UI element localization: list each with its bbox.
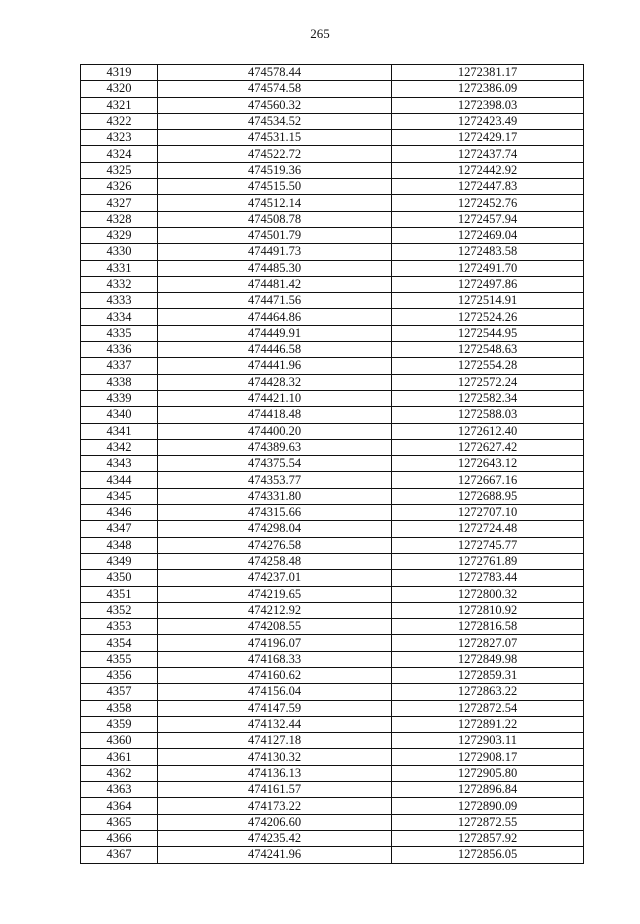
x-coordinate-cell: 474173.22 [158,798,392,814]
table-row [81,586,584,602]
y-coordinate-cell: 1272643.12 [392,456,584,472]
y-coordinate-cell: 1272572.24 [392,374,584,390]
y-coordinate-cell: 1272452.76 [392,195,584,211]
point-number-cell: 4330 [81,244,158,260]
x-coordinate-cell: 474508.78 [158,211,392,227]
x-coordinate-cell: 474127.18 [158,733,392,749]
table-row [81,472,584,488]
point-number-cell: 4334 [81,309,158,325]
table-row [81,847,584,863]
x-coordinate-cell: 474235.42 [158,830,392,846]
table-row [81,439,584,455]
x-coordinate-cell: 474132.44 [158,716,392,732]
y-coordinate-cell: 1272524.26 [392,309,584,325]
point-number-cell: 4345 [81,488,158,504]
y-coordinate-cell: 1272827.07 [392,635,584,651]
table-row [81,390,584,406]
x-coordinate-cell: 474449.91 [158,325,392,341]
x-coordinate-cell: 474258.48 [158,553,392,569]
x-coordinate-cell: 474446.58 [158,342,392,358]
y-coordinate-cell: 1272582.34 [392,390,584,406]
point-number-cell: 4346 [81,505,158,521]
x-coordinate-cell: 474276.58 [158,537,392,553]
y-coordinate-cell: 1272469.04 [392,227,584,243]
x-coordinate-cell: 474315.66 [158,505,392,521]
table-row [81,423,584,439]
x-coordinate-cell: 474400.20 [158,423,392,439]
point-number-cell: 4332 [81,276,158,292]
point-number-cell: 4361 [81,749,158,765]
x-coordinate-cell: 474421.10 [158,390,392,406]
point-number-cell: 4357 [81,684,158,700]
point-number-cell: 4352 [81,602,158,618]
x-coordinate-cell: 474491.73 [158,244,392,260]
x-coordinate-cell: 474515.50 [158,179,392,195]
point-number-cell: 4319 [81,65,158,81]
coordinates-table [80,64,584,864]
point-number-cell: 4338 [81,374,158,390]
point-number-cell: 4324 [81,146,158,162]
point-number-cell: 4325 [81,162,158,178]
point-number-cell: 4344 [81,472,158,488]
table-row [81,651,584,667]
y-coordinate-cell: 1272908.17 [392,749,584,765]
y-coordinate-cell: 1272707.10 [392,505,584,521]
point-number-cell: 4337 [81,358,158,374]
x-coordinate-cell: 474375.54 [158,456,392,472]
y-coordinate-cell: 1272688.95 [392,488,584,504]
table-row [81,798,584,814]
table-row [81,162,584,178]
y-coordinate-cell: 1272612.40 [392,423,584,439]
point-number-cell: 4358 [81,700,158,716]
table-row [81,488,584,504]
table-row [81,814,584,830]
x-coordinate-cell: 474519.36 [158,162,392,178]
y-coordinate-cell: 1272544.95 [392,325,584,341]
y-coordinate-cell: 1272761.89 [392,553,584,569]
table-row [81,667,584,683]
x-coordinate-cell: 474298.04 [158,521,392,537]
x-coordinate-cell: 474206.60 [158,814,392,830]
table-row [81,407,584,423]
point-number-cell: 4354 [81,635,158,651]
y-coordinate-cell: 1272381.17 [392,65,584,81]
point-number-cell: 4366 [81,830,158,846]
point-number-cell: 4351 [81,586,158,602]
table-row [81,146,584,162]
table-row [81,733,584,749]
y-coordinate-cell: 1272872.54 [392,700,584,716]
x-coordinate-cell: 474168.33 [158,651,392,667]
point-number-cell: 4350 [81,570,158,586]
point-number-cell: 4322 [81,113,158,129]
y-coordinate-cell: 1272800.32 [392,586,584,602]
y-coordinate-cell: 1272588.03 [392,407,584,423]
table-row [81,635,584,651]
table-row [81,81,584,97]
y-coordinate-cell: 1272856.05 [392,847,584,863]
coordinates-table-container [80,64,583,864]
point-number-cell: 4336 [81,342,158,358]
table-row [81,227,584,243]
x-coordinate-cell: 474485.30 [158,260,392,276]
point-number-cell: 4349 [81,553,158,569]
y-coordinate-cell: 1272429.17 [392,130,584,146]
table-row [81,782,584,798]
table-row [81,195,584,211]
table-row [81,293,584,309]
table-row [81,602,584,618]
x-coordinate-cell: 474501.79 [158,227,392,243]
x-coordinate-cell: 474531.15 [158,130,392,146]
x-coordinate-cell: 474481.42 [158,276,392,292]
table-row [81,505,584,521]
point-number-cell: 4340 [81,407,158,423]
y-coordinate-cell: 1272724.48 [392,521,584,537]
point-number-cell: 4320 [81,81,158,97]
table-row [81,260,584,276]
point-number-cell: 4331 [81,260,158,276]
table-row [81,358,584,374]
y-coordinate-cell: 1272905.80 [392,765,584,781]
y-coordinate-cell: 1272859.31 [392,667,584,683]
x-coordinate-cell: 474578.44 [158,65,392,81]
table-body [81,65,584,864]
point-number-cell: 4327 [81,195,158,211]
x-coordinate-cell: 474147.59 [158,700,392,716]
table-row [81,521,584,537]
table-row [81,179,584,195]
x-coordinate-cell: 474522.72 [158,146,392,162]
x-coordinate-cell: 474156.04 [158,684,392,700]
point-number-cell: 4341 [81,423,158,439]
point-number-cell: 4348 [81,537,158,553]
x-coordinate-cell: 474512.14 [158,195,392,211]
table-row [81,244,584,260]
x-coordinate-cell: 474574.58 [158,81,392,97]
table-row [81,309,584,325]
x-coordinate-cell: 474471.56 [158,293,392,309]
x-coordinate-cell: 474212.92 [158,602,392,618]
y-coordinate-cell: 1272903.11 [392,733,584,749]
x-coordinate-cell: 474353.77 [158,472,392,488]
point-number-cell: 4326 [81,179,158,195]
y-coordinate-cell: 1272896.84 [392,782,584,798]
x-coordinate-cell: 474196.07 [158,635,392,651]
y-coordinate-cell: 1272497.86 [392,276,584,292]
x-coordinate-cell: 474441.96 [158,358,392,374]
y-coordinate-cell: 1272891.22 [392,716,584,732]
y-coordinate-cell: 1272457.94 [392,211,584,227]
y-coordinate-cell: 1272491.70 [392,260,584,276]
table-row [81,570,584,586]
y-coordinate-cell: 1272863.22 [392,684,584,700]
table-row [81,342,584,358]
y-coordinate-cell: 1272554.28 [392,358,584,374]
point-number-cell: 4355 [81,651,158,667]
table-row [81,553,584,569]
y-coordinate-cell: 1272667.16 [392,472,584,488]
point-number-cell: 4339 [81,390,158,406]
y-coordinate-cell: 1272783.44 [392,570,584,586]
x-coordinate-cell: 474389.63 [158,439,392,455]
x-coordinate-cell: 474241.96 [158,847,392,863]
y-coordinate-cell: 1272398.03 [392,97,584,113]
point-number-cell: 4342 [81,439,158,455]
table-row [81,765,584,781]
y-coordinate-cell: 1272548.63 [392,342,584,358]
x-coordinate-cell: 474464.86 [158,309,392,325]
x-coordinate-cell: 474237.01 [158,570,392,586]
table-row [81,113,584,129]
point-number-cell: 4321 [81,97,158,113]
table-row [81,684,584,700]
x-coordinate-cell: 474161.57 [158,782,392,798]
point-number-cell: 4362 [81,765,158,781]
table-row [81,716,584,732]
x-coordinate-cell: 474219.65 [158,586,392,602]
table-row [81,65,584,81]
table-row [81,325,584,341]
table-row [81,276,584,292]
point-number-cell: 4335 [81,325,158,341]
x-coordinate-cell: 474136.13 [158,765,392,781]
y-coordinate-cell: 1272514.91 [392,293,584,309]
y-coordinate-cell: 1272872.55 [392,814,584,830]
point-number-cell: 4353 [81,619,158,635]
table-row [81,130,584,146]
y-coordinate-cell: 1272386.09 [392,81,584,97]
point-number-cell: 4343 [81,456,158,472]
table-row [81,211,584,227]
y-coordinate-cell: 1272437.74 [392,146,584,162]
table-row [81,456,584,472]
table-row [81,749,584,765]
y-coordinate-cell: 1272810.92 [392,602,584,618]
x-coordinate-cell: 474560.32 [158,97,392,113]
point-number-cell: 4323 [81,130,158,146]
x-coordinate-cell: 474331.80 [158,488,392,504]
table-row [81,97,584,113]
y-coordinate-cell: 1272857.92 [392,830,584,846]
point-number-cell: 4363 [81,782,158,798]
y-coordinate-cell: 1272447.83 [392,179,584,195]
point-number-cell: 4367 [81,847,158,863]
point-number-cell: 4328 [81,211,158,227]
point-number-cell: 4333 [81,293,158,309]
x-coordinate-cell: 474130.32 [158,749,392,765]
x-coordinate-cell: 474534.52 [158,113,392,129]
point-number-cell: 4360 [81,733,158,749]
point-number-cell: 4359 [81,716,158,732]
page-number: 265 [310,26,330,41]
x-coordinate-cell: 474428.32 [158,374,392,390]
y-coordinate-cell: 1272890.09 [392,798,584,814]
y-coordinate-cell: 1272442.92 [392,162,584,178]
table-row [81,830,584,846]
y-coordinate-cell: 1272745.77 [392,537,584,553]
x-coordinate-cell: 474208.55 [158,619,392,635]
point-number-cell: 4347 [81,521,158,537]
y-coordinate-cell: 1272816.58 [392,619,584,635]
x-coordinate-cell: 474160.62 [158,667,392,683]
x-coordinate-cell: 474418.48 [158,407,392,423]
point-number-cell: 4356 [81,667,158,683]
point-number-cell: 4364 [81,798,158,814]
y-coordinate-cell: 1272483.58 [392,244,584,260]
table-row [81,537,584,553]
y-coordinate-cell: 1272849.98 [392,651,584,667]
table-row [81,374,584,390]
point-number-cell: 4365 [81,814,158,830]
point-number-cell: 4329 [81,227,158,243]
y-coordinate-cell: 1272627.42 [392,439,584,455]
y-coordinate-cell: 1272423.49 [392,113,584,129]
table-row [81,619,584,635]
table-row [81,700,584,716]
